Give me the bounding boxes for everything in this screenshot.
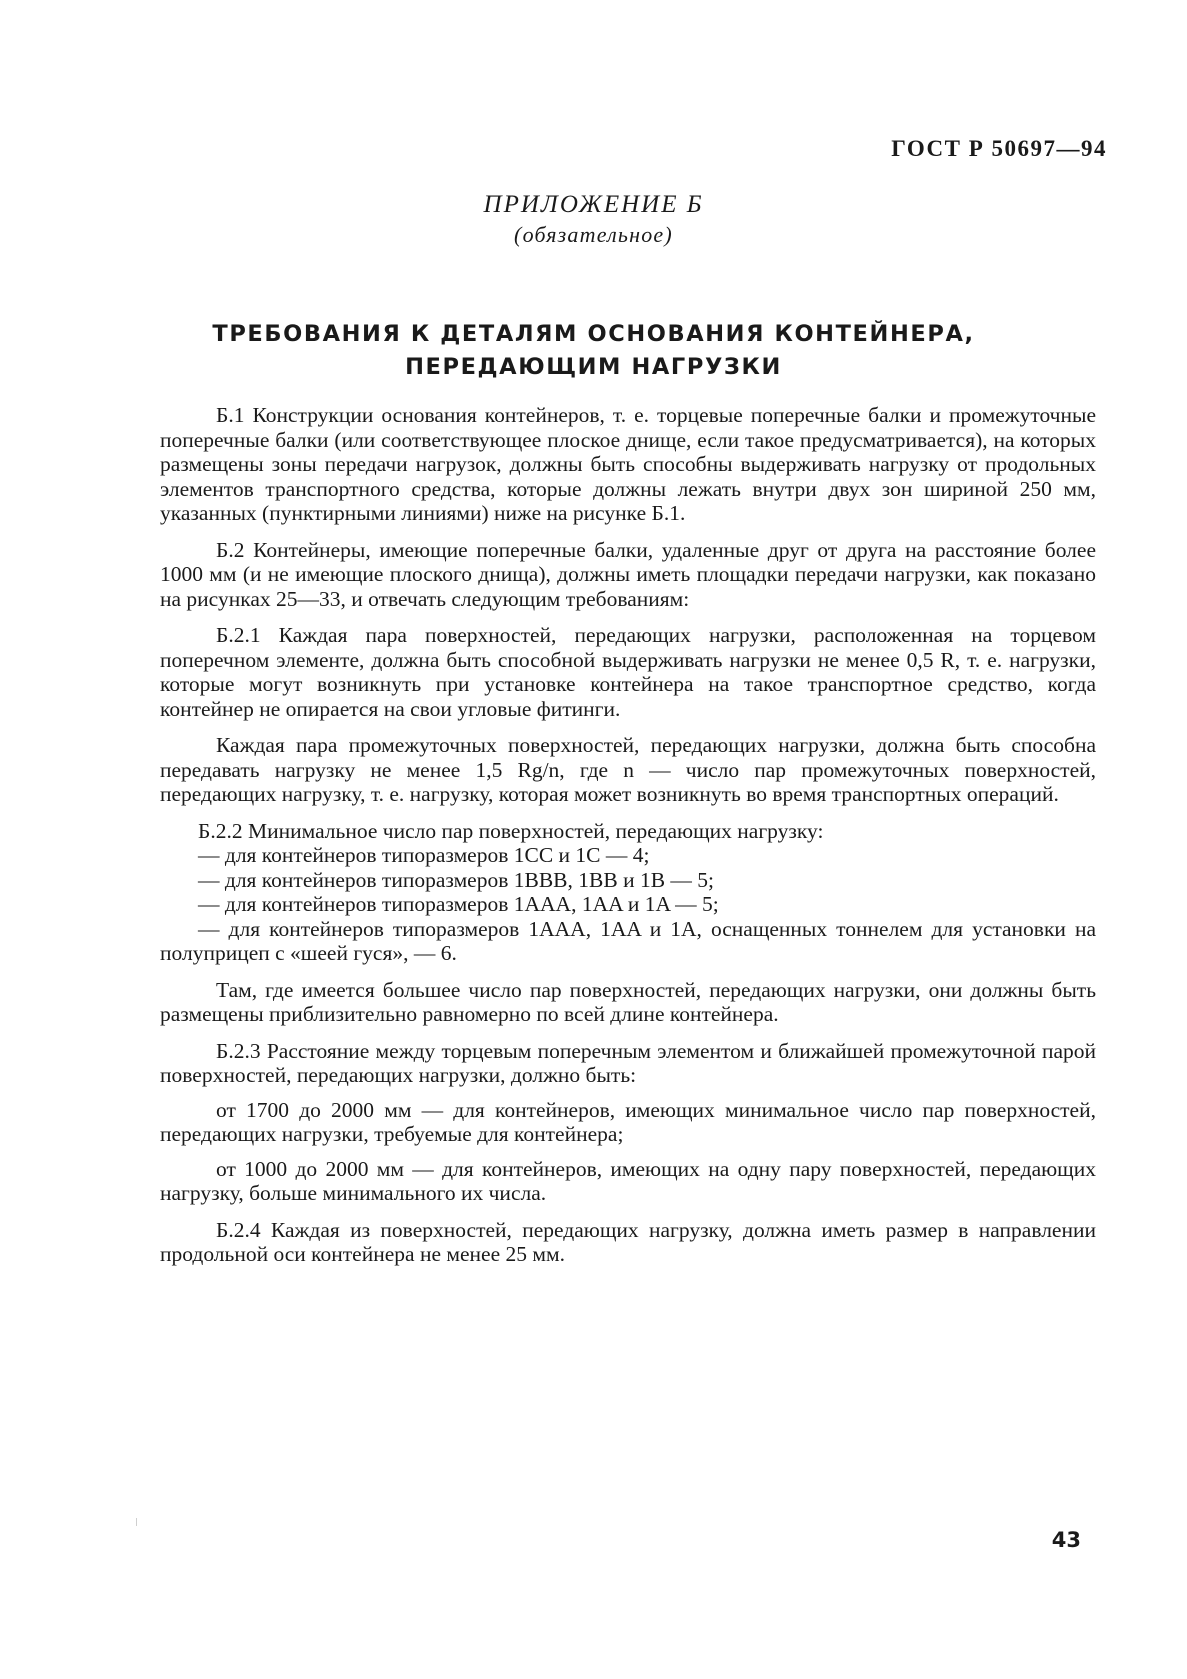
appendix-title: ПРИЛОЖЕНИЕ Б — [483, 191, 704, 218]
document-body — [160, 403, 1096, 1279]
section-heading — [0, 318, 1187, 384]
clause-b2: Б.2 Контейнеры, имеющие поперечные балки, удаленные друг от друга на расстояние более 1000 мм (и не имеющие плоского днища), должны иметь площадки передачи нагрузки, как показано на рисунках 25—33, и отвечать следующим требованиям: — [160, 537, 1096, 611]
appendix-subtitle: (обязательное) — [514, 222, 673, 247]
clause-b1: Б.1 Конструкции основания контейнеров, т. е. торцевые поперечные балки и промежуточные поперечные балки (или соответствующее плоское днище, если такое предусматривается), на которых размещены зоны передачи нагрузок, должны быть способны выдерживать нагрузку от продольных элементов транспортного средства, которые должны лежать внутри двух зон шириной 250 мм, указанных (пунктирными линиями) ниже на рисунке Б.1. — [160, 403, 1096, 525]
section-heading-line-2: ПЕРЕДАЮЩИМ НАГРУЗКИ — [405, 354, 782, 380]
standard-id: ГОСТ Р 50697—94 — [891, 136, 1107, 161]
list-item: — для контейнеров типоразмеров 1AAA, 1AA и 1A — 5; — [198, 892, 719, 916]
clause-b2-3-option-a: от 1700 до 2000 мм — для контейнеров, имеющих минимальное число пар поверхностей, передающих нагрузки, требуемые для контейнера; — [160, 1097, 1096, 1146]
scan-artifact — [136, 1518, 137, 1526]
clause-b2-3-option-b: от 1000 до 2000 мм — для контейнеров, имеющих на одну пару поверхностей, передающих нагрузку, больше минимального их числа. — [160, 1156, 1096, 1205]
clause-b2-1-continuation: Каждая пара промежуточных поверхностей, передающих нагрузки, должна быть способна передавать нагрузку не менее 1,5 Rg/n, где n — число пар промежуточных поверхностей, передающих нагрузку, т. е. нагрузку, которая может возникнуть во время транспортных операций. — [160, 733, 1096, 806]
page-number: 43 — [1051, 1528, 1081, 1552]
section-heading-line-1: ТРЕБОВАНИЯ К ДЕТАЛЯМ ОСНОВАНИЯ КОНТЕЙНЕРА, — [212, 321, 975, 347]
clause-b2-4: Б.2.4 Каждая из поверхностей, передающих нагрузку, должна иметь размер в направлении продольной оси контейнера не менее 25 мм. — [160, 1217, 1096, 1266]
list-item: — для контейнеров типоразмеров 1BBB, 1BB и 1B — 5; — [198, 867, 715, 892]
list-item: — для контейнеров типоразмеров 1AAA, 1AA и 1A, оснащенных тоннелем для установки на полуприцеп с «шеей гуся», — 6. — [160, 916, 1096, 965]
clause-b2-2: Б.2.2 Минимальное число пар поверхностей, передающих нагрузку: — [198, 818, 824, 843]
clause-b2-1: Б.2.1 Каждая пара поверхностей, передающих нагрузки, расположенная на торцевом поперечном элементе, должна быть способной выдерживать нагрузки не менее 0,5 R, т. е. нагрузки, которые могут возникнуть при установке контейнера на такое транспортное средство, когда контейнер не опирается на свои угловые фитинги. — [160, 623, 1096, 721]
list-item: — для контейнеров типоразмеров 1CC и 1C — 4; — [198, 843, 650, 867]
clause-b2-3: Б.2.3 Расстояние между торцевым поперечным элементом и ближайшей промежуточной парой поверхностей, передающих нагрузки, должно быть: — [160, 1038, 1096, 1087]
clause-b2-2-continuation: Там, где имеется большее число пар поверхностей, передающих нагрузки, они должны быть размещены приблизительно равномерно по всей длине контейнера. — [160, 977, 1096, 1026]
appendix-heading — [0, 190, 1187, 250]
